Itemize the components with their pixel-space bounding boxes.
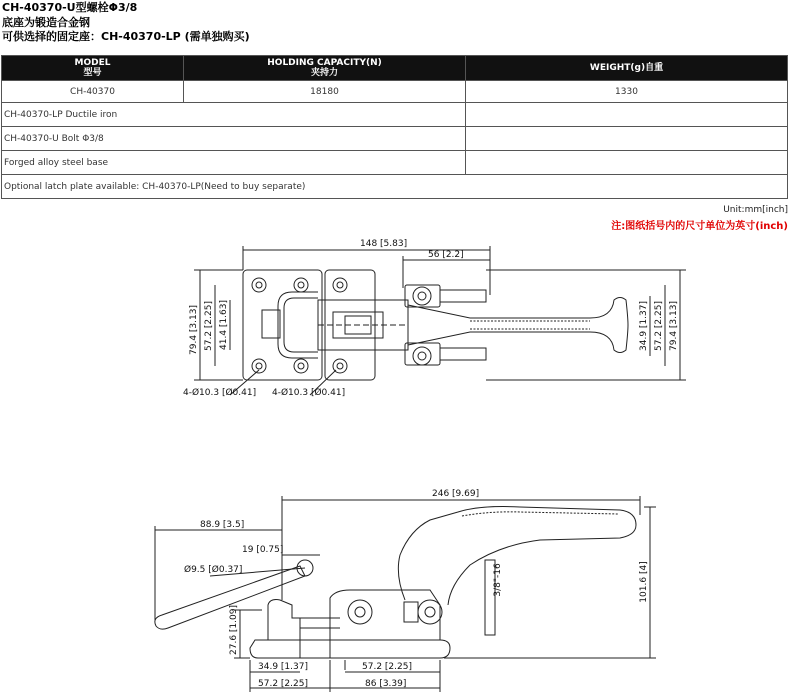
dim-19: 19 [0.75] <box>242 545 284 555</box>
dim-79-right: 79.4 [3.13] <box>669 301 679 351</box>
dim-57b: 57.2 [2.25] <box>362 662 412 672</box>
hole-spec-right: 4-Ø10.3 [Ø0.41] <box>272 388 346 398</box>
dim-101: 101.6 [4] <box>639 561 649 603</box>
dim-34b: 34.9 [1.37] <box>258 662 308 672</box>
base-material-note: 底座为锻造合金钢 <box>2 16 90 29</box>
col-capacity-cn: 夹持力 <box>310 68 338 78</box>
col-weight-en: WEIGHT(g)自重 <box>589 63 664 73</box>
dim-79-left: 79.4 [3.13] <box>189 305 199 355</box>
thread-spec: 3/8"-16 <box>493 563 503 597</box>
dim-56: 56 [2.2] <box>428 250 464 260</box>
note-cell: CH-40370-U Bolt Φ3/8 <box>2 127 466 151</box>
latch-plate-note: 可供选择的固定座：CH-40370-LP (需单独购买) <box>2 30 250 43</box>
base-plate-left <box>243 270 322 380</box>
dim-57-right: 57.2 [2.25] <box>654 301 664 351</box>
dim-246: 246 [9.69] <box>432 489 480 499</box>
dim-41: 41.4 [1.63] <box>219 300 229 350</box>
unit-label: Unit:mm[inch] <box>723 205 788 215</box>
dim-phi: Ø9.5 [Ø0.37] <box>184 565 243 575</box>
dim-86: 86 [3.39] <box>365 679 407 689</box>
dim-57-left: 57.2 [2.25] <box>204 301 214 351</box>
note-cell: CH-40370-LP Ductile iron <box>2 103 466 127</box>
cell-capacity: 18180 <box>184 81 466 103</box>
dim-57c: 57.2 [2.25] <box>258 679 308 689</box>
dim-88: 88.9 [3.5] <box>200 520 245 530</box>
note-cell: Forged alloy steel base <box>2 151 466 175</box>
hole-spec-left: 4-Ø10.3 [Ø0.41] <box>183 388 257 398</box>
col-model-cn: 型号 <box>83 68 102 78</box>
dim-148: 148 [5.83] <box>360 239 408 249</box>
side-base <box>250 640 450 658</box>
dim-27: 27.6 [1.09] <box>229 605 239 655</box>
col-capacity-en: HOLDING CAPACITY(N) <box>267 58 382 68</box>
note-cell: Optional latch plate available: CH-40370-LP(Need to buy separate) <box>2 175 788 199</box>
dim-34: 34.9 [1.37] <box>639 301 649 351</box>
top-view <box>194 246 686 395</box>
unit-note-red: 注:图纸括号内的尺寸单位为英寸(inch) <box>611 221 788 232</box>
side-handle <box>398 507 636 605</box>
product-title: CH-40370-U型螺栓Φ3/8 <box>2 1 138 14</box>
handle <box>408 298 628 353</box>
cell-model: CH-40370 <box>2 81 184 103</box>
col-model-en: MODEL <box>74 58 111 68</box>
cell-weight: 1330 <box>466 81 788 103</box>
